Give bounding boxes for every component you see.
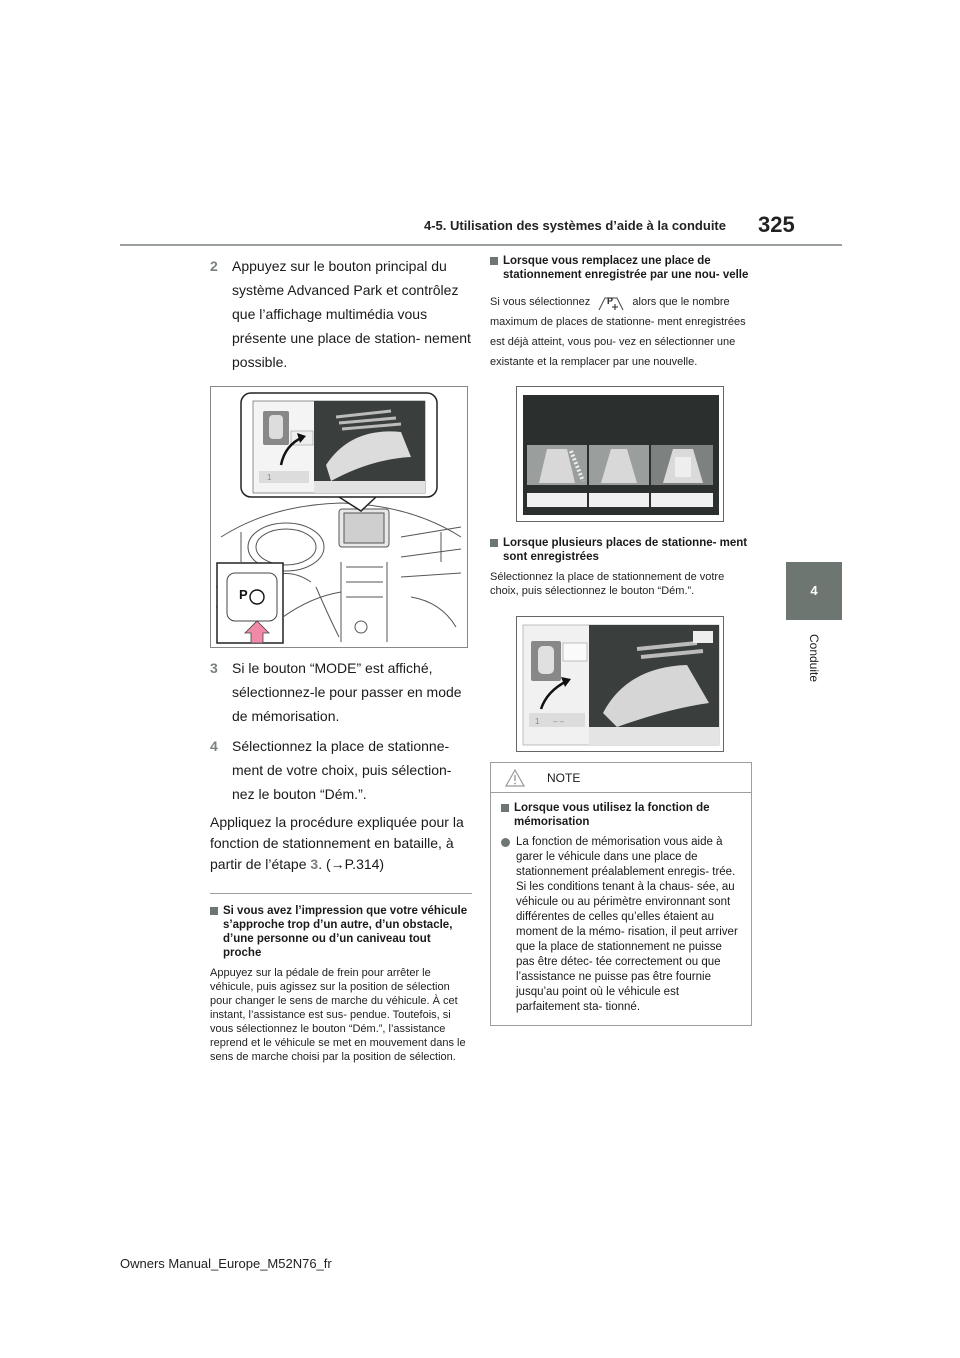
section-title: 4-5. Utilisation des systèmes d’aide à la conduite	[424, 218, 726, 233]
round-bullet-icon	[501, 838, 510, 847]
step-number: 3	[210, 660, 218, 676]
dashboard-figure	[210, 386, 468, 648]
note-bullet: La fonction de mémorisation vous aide à garer le véhicule dans une place de stationnement préalablement enregis- trée. Si les conditions tenant à la chaus- sée, au véhicule ou au périmètre environnant sont différentes de celles qu’elles étaient au moment de la mémo- risation, il peut arriver que la place de stationnement ne puisse pas être détec- tée correctement ou que l’assistance ne puisse pas être fournie jusqu’au point où le véhicule est parfaitement sta- tionné.	[501, 835, 741, 1015]
step-2	[210, 254, 472, 374]
screen-slot-label: 1	[535, 717, 540, 727]
square-bullet-icon	[490, 539, 498, 547]
step-text: Sélectionnez la place de stationne- ment de votre choix, puis sélection- nez le bouton “Dém.”.	[232, 738, 452, 802]
note-header	[491, 763, 751, 793]
procedure-note: Appliquez la procédure expliquée pour la fonction de stationnement en bataille, à partir de l’étape 3. (→P.314)	[210, 814, 464, 872]
parking-slots-screen	[516, 386, 724, 522]
step-3	[210, 656, 472, 728]
screen-slot-label: 1	[267, 473, 272, 482]
subsection-text: Appuyez sur la pédale de frein pour arrêter le véhicule, puis agissez sur la position de sélection pour changer le sens de marche du véhicule. À cet instant, l’assistance est sus- pendue. Toutefois, si vous sélectionnez le bouton “Dém.”, l’assistance reprend et le véhicule se met en mouvement dans le sens de marche choisi par la position de sélection.	[210, 967, 466, 1063]
svg-text:P: P	[607, 296, 614, 307]
square-bullet-icon	[210, 907, 218, 915]
step-text: Appuyez sur le bouton principal du système Advanced Park et contrôlez que l’affichage multimédia vous présente une place de station- nement possible.	[232, 258, 471, 370]
subsection-heading: Lorsque vous remplacez une place de stationnement enregistrée par une nou- velle	[490, 254, 752, 282]
step-number: 4	[210, 738, 218, 754]
screen-slot-dashes: – –	[553, 717, 565, 727]
note-box	[490, 762, 752, 1026]
multiple-slots-text: Sélectionnez la place de stationnement de votre choix, puis sélectionnez le bouton “Dém.”.	[490, 571, 725, 598]
step-text: Si le bouton “MODE” est affiché, sélectionnez-le pour passer en mode de mémorisation.	[232, 660, 462, 724]
register-parking-icon	[597, 292, 625, 312]
footer-text: Owners Manual_Europe_M52N76_fr	[120, 1256, 332, 1271]
chapter-tab[interactable]: 4	[786, 562, 842, 620]
subsection-heading: Lorsque plusieurs places de stationne- ment sont enregistrées	[490, 536, 752, 564]
header-divider	[120, 244, 842, 246]
page-number: 325	[758, 212, 795, 237]
step-4	[210, 734, 472, 806]
note-label: NOTE	[547, 770, 581, 785]
parking-button-label: P	[239, 587, 248, 602]
warning-triangle-icon	[505, 769, 525, 787]
chapter-label: Conduite	[807, 633, 821, 683]
replace-text: Si vous sélectionnez P alors que le nombre maximum de places de stationne- ment enregistrées est déjà atteint, vous pou- vez en sélectionner une existante et la remplacer par une nouvelle.	[490, 292, 752, 372]
subsection-heading: Si vous avez l’impression que votre véhicule s’approche trop d’un autre, d’un obstacle, d’une personne ou d’un caniveau tout proche	[210, 904, 472, 960]
left-column	[210, 254, 472, 1070]
right-column	[490, 254, 752, 1026]
memorized-slot-screen	[516, 616, 724, 752]
step-reference[interactable]: 3	[310, 856, 319, 872]
section-divider	[210, 893, 472, 894]
step-number: 2	[210, 258, 218, 274]
square-bullet-icon	[490, 257, 498, 265]
note-heading: Lorsque vous utilisez la fonction de mémorisation	[501, 801, 741, 829]
square-bullet-icon	[501, 804, 509, 812]
